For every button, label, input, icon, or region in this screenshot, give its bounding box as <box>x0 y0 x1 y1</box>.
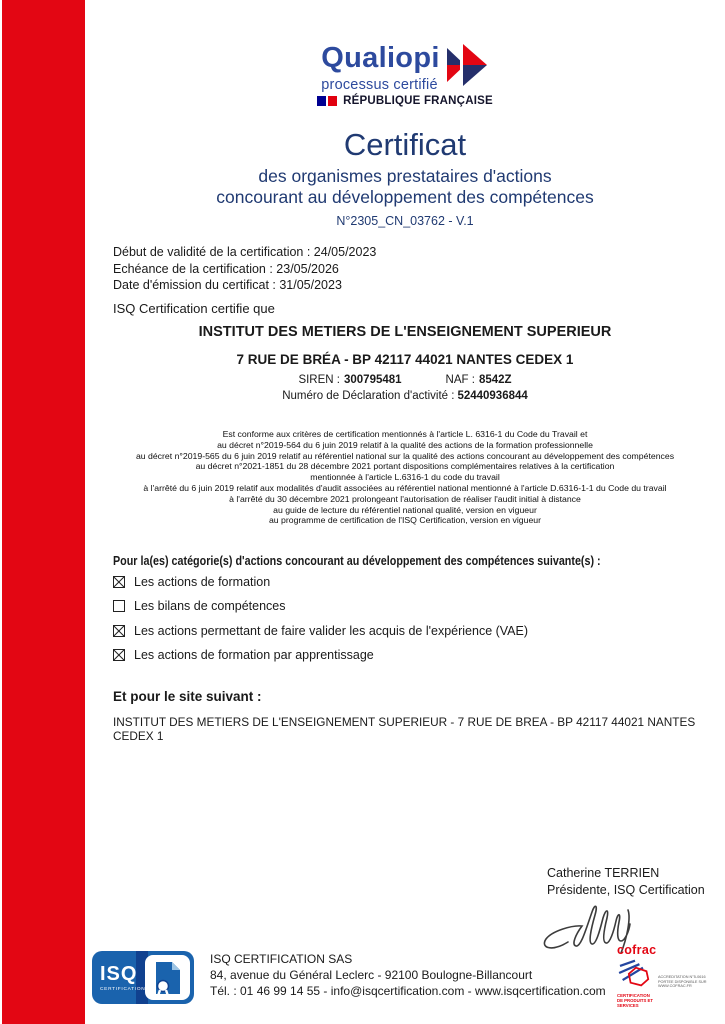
declaration-line <box>85 390 725 402</box>
conformity-line: au guide de lecture du référentiel national qualité, version en vigueur <box>273 504 537 515</box>
checkbox-unchecked-icon <box>113 600 125 612</box>
conformity-line: au décret n°2019-564 du 6 juin 2019 relatif à la qualité des actions de la formation professionnelle <box>217 439 593 450</box>
categories-list <box>113 575 528 673</box>
conformity-line: Est conforme aux critères de certification mentionnés à l'article L. 6316-1 du Code du Travail et <box>222 429 588 439</box>
siren-label: SIREN : <box>298 374 340 386</box>
cofrac-scope: CERTIFICATION DE PRODUITS ET SERVICES <box>617 993 654 1009</box>
cofrac-name: cofrac <box>617 943 657 957</box>
naf-value: 8542Z <box>478 374 512 386</box>
isq-logo-sub: CERTIFICATION <box>100 987 146 992</box>
category-row <box>113 649 528 662</box>
organization-name: INSTITUT DES METIERS DE L'ENSEIGNEMENT SUPERIEUR <box>198 324 612 340</box>
french-flag-icon <box>317 96 337 106</box>
declaration-label: Numéro de Déclaration d'activité : <box>282 390 455 402</box>
checkbox-checked-icon <box>113 649 125 661</box>
category-row <box>113 575 528 588</box>
qualiopi-tagline: processus certifié <box>321 77 438 93</box>
certificate-subtitle <box>85 166 725 208</box>
categories-heading: Pour la(es) catégorie(s) d'actions concourant au développement des compétences suivante(s) : <box>113 554 601 568</box>
footer-company: ISQ CERTIFICATION SAS <box>210 952 353 966</box>
checkbox-checked-icon <box>113 625 125 637</box>
republique-francaise-badge <box>85 95 725 107</box>
category-row <box>113 624 528 637</box>
category-row <box>113 600 528 613</box>
conformity-line: mentionnée à l'article L.6316-1 du code du travail <box>310 472 500 483</box>
conformity-text <box>85 429 725 526</box>
signatory-block <box>547 865 705 898</box>
conformity-line: à l'arrêté du 30 décembre 2021 prolongeant l'autorisation de réaliser l'audit initial à distance <box>229 493 581 504</box>
cofrac-accreditation: ACCREDITATION N°5-0616 PORTEE DISPONIBLE SUR WWW.COFRAC.FR <box>658 975 707 989</box>
certificate-title: Certificat <box>343 127 467 162</box>
category-label: Les actions de formation par apprentissage <box>134 648 374 662</box>
validity-start-line: Début de validité de la certification : 24/05/2023 <box>113 245 377 259</box>
qualiopi-wordmark: Qualiopi <box>321 42 440 74</box>
checkbox-checked-icon <box>113 576 125 588</box>
certifies-line: ISQ Certification certifie que <box>113 301 275 316</box>
category-label: Les actions permettant de faire valider les acquis de l'expérience (VAE) <box>134 623 529 638</box>
site-heading: Et pour le site suivant : <box>113 689 262 704</box>
cofrac-logo <box>617 943 721 1008</box>
isq-logo-text: ISQ <box>100 963 138 985</box>
isq-certification-logo <box>92 951 194 1009</box>
siren-value: 300795481 <box>343 374 402 386</box>
declaration-value: 52440936844 <box>457 390 528 402</box>
site-value: INSTITUT DES METIERS DE L'ENSEIGNEMENT SUPERIEUR - 7 RUE DE BREA - BP 42117 44021 NANTES CEDEX 1 <box>113 715 696 743</box>
footer-contact-block <box>210 951 606 999</box>
qualiopi-arrows-icon <box>447 44 489 93</box>
issue-date-line: Date d'émission du certificat : 31/05/2023 <box>113 278 342 292</box>
footer-address: 84, avenue du Général Leclerc - 92100 Boulogne-Billancourt <box>210 968 533 982</box>
validity-end-line: Echéance de la certification : 23/05/2026 <box>113 261 339 276</box>
footer-contact: Tél. : 01 46 99 14 55 - info@isqcertification.com - www.isqcertification.com <box>210 984 606 998</box>
certificate-subtitle-line1: des organismes prestataires d'actions <box>258 166 552 186</box>
signatory-role: Présidente, ISQ Certification <box>547 882 705 897</box>
certificate-subtitle-line2: concourant au développement des compétences <box>216 187 594 207</box>
signatory-name: Catherine TERRIEN <box>547 866 660 880</box>
qualiopi-logo <box>85 44 725 93</box>
registration-line <box>85 374 725 386</box>
category-label: Les actions de formation <box>134 574 271 589</box>
category-label: Les bilans de compétences <box>134 599 286 613</box>
red-side-band <box>2 0 85 1024</box>
conformity-line: à l'arrêté du 6 juin 2019 relatif aux modalités d'audit associées au référentiel national mentionné à l'article D.6316-1-1 du Code du travail <box>143 482 667 493</box>
certificate-number: N°2305_CN_03762 - V.1 <box>336 214 474 228</box>
organization-address: 7 RUE DE BRÉA - BP 42117 44021 NANTES CEDEX 1 <box>236 352 574 367</box>
conformity-line: au décret n°2021-1851 du 28 décembre 2021 portant dispositions complémentaires relatives à la certification <box>195 461 615 472</box>
validity-block <box>113 244 376 294</box>
cofrac-emblem-icon <box>617 975 653 992</box>
republique-label: RÉPUBLIQUE FRANÇAISE <box>343 95 493 107</box>
conformity-line: au décret n°2019-565 du 6 juin 2019 relatif au référentiel national sur la qualité des actions concourant au développement des compétences <box>135 450 675 461</box>
conformity-line: au programme de certification de l'ISQ Certification, version en vigueur <box>268 515 542 526</box>
naf-label: NAF : <box>445 374 475 386</box>
